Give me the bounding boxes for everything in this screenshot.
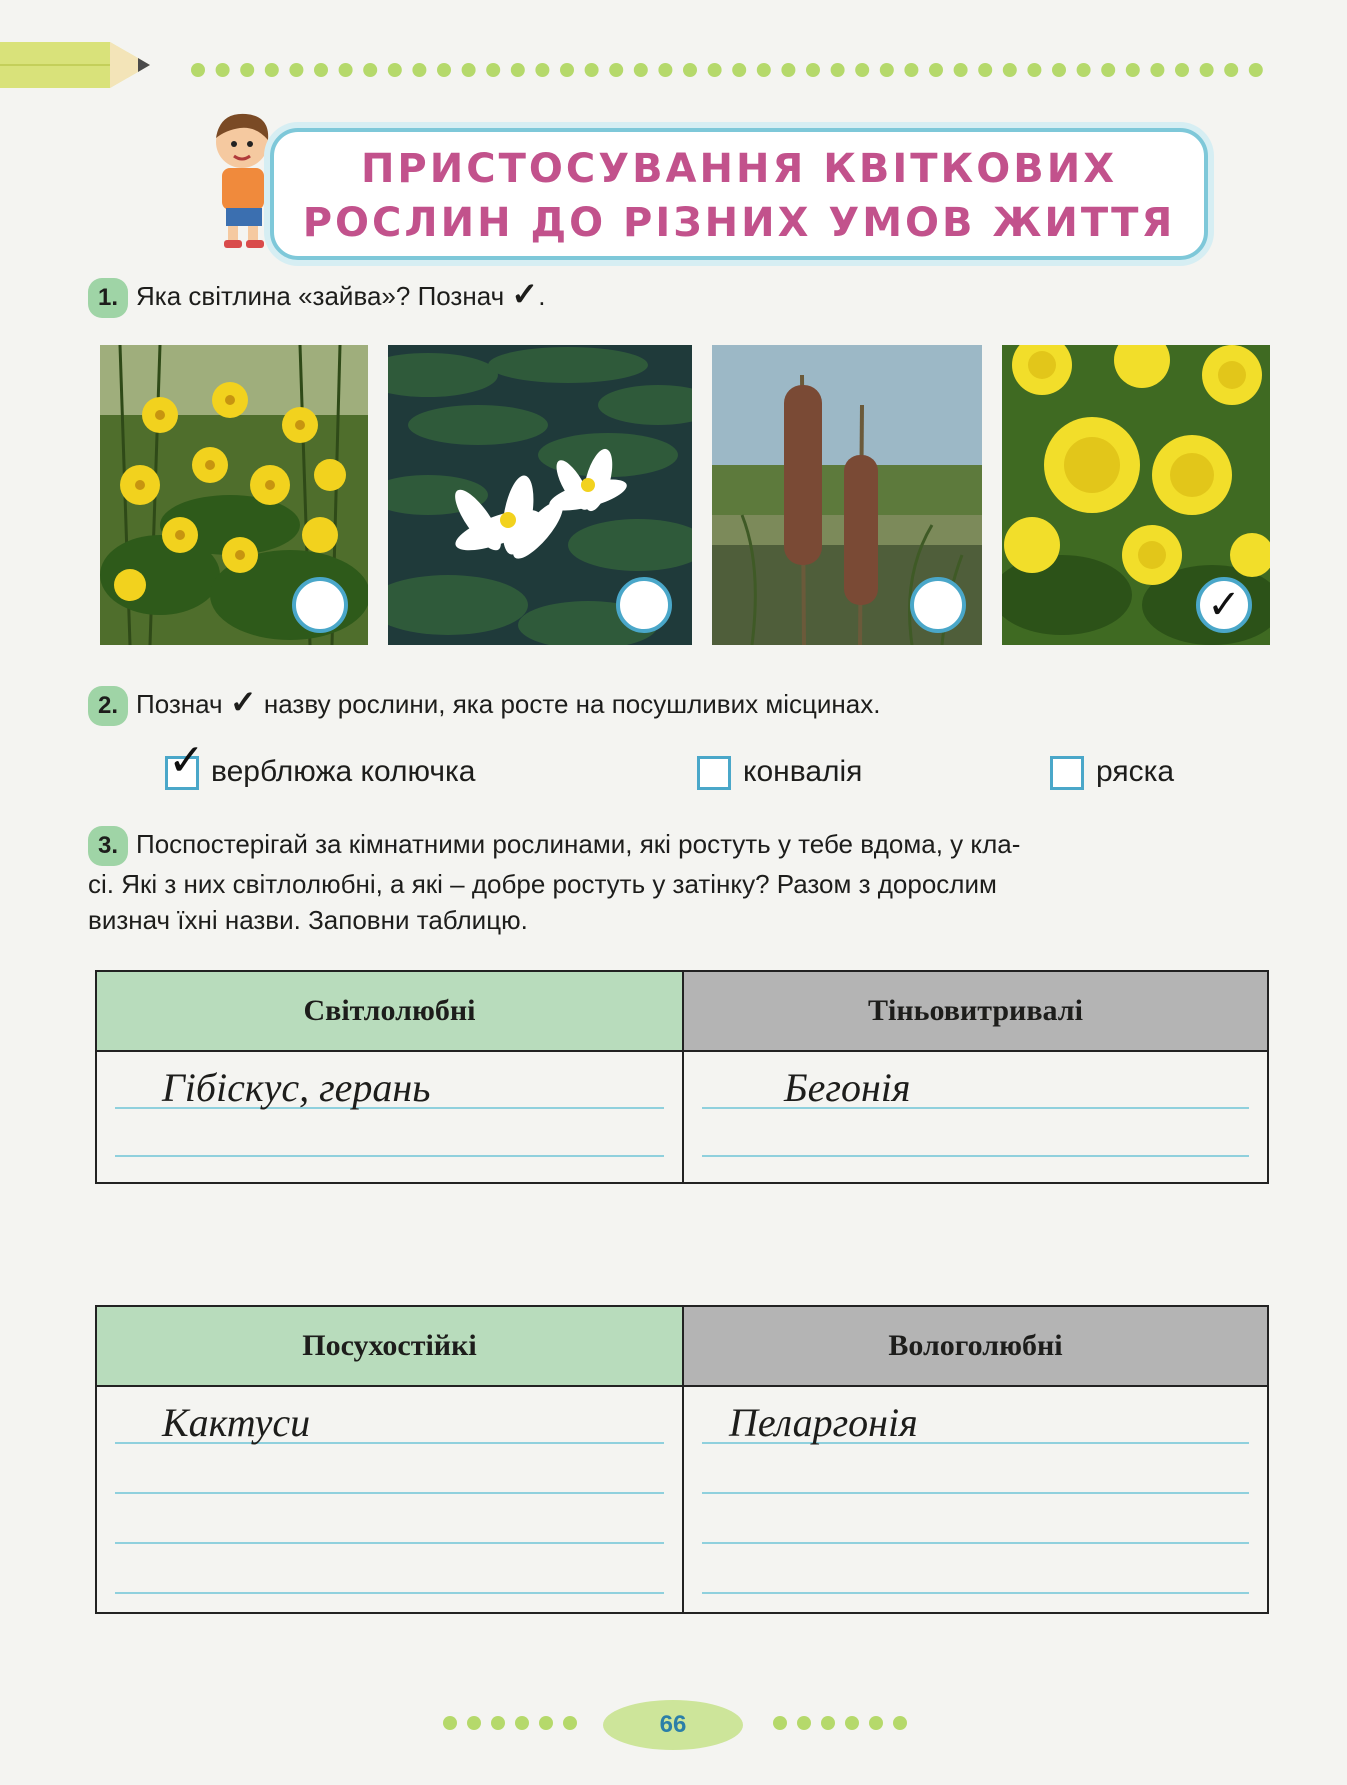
task-3-line-3: визнач їхні назви. Заповни таблицю. [88,905,528,935]
plants-table-bottom [95,1305,1269,1614]
option-label: конвалія [743,755,863,788]
task-number: 1. [88,278,128,318]
checkbox[interactable] [165,736,205,790]
decorative-dot [806,63,820,77]
decorative-dot-row [190,62,1280,78]
decorative-dot [781,63,795,77]
option-camel-thorn[interactable] [165,736,476,792]
check-mark-icon: ✓ [168,736,205,786]
decorative-dot [1027,63,1041,77]
decorative-dot [462,63,476,77]
checkbox[interactable] [1050,756,1084,790]
page-number: 66 [603,1700,743,1750]
column-light-loving [97,972,684,1182]
decorative-dot [1175,63,1189,77]
pencil-icon [0,30,160,100]
handwritten-answer[interactable]: Гібіскус, герань [162,1065,431,1110]
decorative-dot [757,63,771,77]
decorative-dot [467,1716,481,1730]
task-3-line-1: Поспостерігай за кімнатними рослинами, які ростуть у тебе вдома, у кла- [136,829,1021,859]
writing-line [702,1155,1249,1157]
decorative-dot [658,63,672,77]
decorative-dot [732,63,746,77]
handwritten-answer[interactable]: Кактуси [162,1400,311,1445]
decorative-dot [821,1716,835,1730]
decorative-dot [1003,63,1017,77]
answer-circle-photo-1[interactable] [292,577,348,633]
decorative-dot [443,1716,457,1730]
decorative-dot [216,63,230,77]
decorative-dot [773,1716,787,1730]
task-2-text-before: Познач [136,689,223,719]
plants-table-top [95,970,1269,1184]
writing-line [115,1492,664,1494]
decorative-dot [954,63,968,77]
column-header: Світлолюбні [97,972,682,1052]
task-2-prompt [88,684,880,726]
task-1-prompt [88,276,545,318]
photo-white-water-lily [388,345,692,645]
lesson-title-line-1: ПРИСТОСУВАННЯ КВІТКОВИХ [360,146,1118,192]
option-label: ряска [1096,755,1175,788]
answer-circle-photo-3[interactable] [910,577,966,633]
decorative-dot [486,63,500,77]
writing-line [702,1492,1249,1494]
decorative-dot [1101,63,1115,77]
column-moisture-loving [684,1307,1267,1612]
column-header: Тіньовитривалі [684,972,1267,1052]
decorative-dot [1077,63,1091,77]
lesson-title-line-2: РОСЛИН ДО РІЗНИХ УМОВ ЖИТТЯ [302,200,1176,246]
decorative-dot [1224,63,1238,77]
column-drought-resistant [97,1307,684,1612]
decorative-dot [240,63,254,77]
checkbox[interactable] [697,756,731,790]
decorative-dot [437,63,451,77]
option-lily-of-the-valley[interactable] [697,752,862,792]
task-1-end: . [538,281,546,311]
decorative-dot [339,63,353,77]
decorative-dot [797,1716,811,1730]
handwritten-answer[interactable]: Пеларгонія [729,1400,918,1445]
decorative-dot [978,63,992,77]
decorative-dot [869,1716,883,1730]
column-header: Посухостійкі [97,1307,682,1387]
photo-cattail [712,345,982,645]
check-mark-icon: ✓ [511,276,539,312]
writing-line [702,1592,1249,1594]
decorative-dot [265,63,279,77]
photo-yellow-marsh-flowers [100,345,368,645]
check-mark-icon: ✓ [1207,583,1241,627]
check-mark-icon: ✓ [229,684,257,720]
decorative-dot [634,63,648,77]
decorative-dot [535,63,549,77]
option-label: верблюжа колючка [211,755,476,788]
decorative-dot [388,63,402,77]
decorative-dot [845,1716,859,1730]
decorative-dot [289,63,303,77]
decorative-dot [412,63,426,77]
decorative-dot [609,63,623,77]
lesson-title-frame [270,128,1208,260]
task-3-prompt [88,826,1268,938]
option-duckweed[interactable] [1050,752,1174,792]
decorative-dot [855,63,869,77]
handwritten-answer[interactable]: Бегонія [784,1065,911,1110]
decorative-dot [539,1716,553,1730]
task-number: 2. [88,686,128,726]
decorative-dot [363,63,377,77]
decorative-dot [1052,63,1066,77]
decorative-dot [880,63,894,77]
decorative-dot [560,63,574,77]
decorative-dot [585,63,599,77]
column-header: Вологолюбні [684,1307,1267,1387]
photo-dandelions [1002,345,1270,645]
task-3-line-2: сі. Які з них світлолюбні, а які – добре ростуть у затінку? Разом з дорослим [88,869,997,899]
column-shade-tolerant [684,972,1267,1182]
decorative-dot [515,1716,529,1730]
decorative-dot [708,63,722,77]
writing-line [115,1592,664,1594]
decorative-dot [1126,63,1140,77]
decorative-dot [491,1716,505,1730]
writing-line [702,1542,1249,1544]
decorative-dot [1200,63,1214,77]
decorative-dot [683,63,697,77]
task-2-text-after: назву рослини, яка росте на посушливих місцинах. [263,689,881,719]
task-1-text: Яка світлина «зайва»? Познач [136,281,505,311]
answer-circle-photo-4[interactable] [1196,577,1252,633]
decorative-dot [893,1716,907,1730]
task-number: 3. [88,826,128,866]
writing-line [115,1155,664,1157]
writing-line [115,1542,664,1544]
decorative-dot [314,63,328,77]
decorative-dot [511,63,525,77]
decorative-dot [831,63,845,77]
decorative-dot [1249,63,1263,77]
decorative-dot [929,63,943,77]
answer-circle-photo-2[interactable] [616,577,672,633]
decorative-dot [191,63,205,77]
decorative-dot [1150,63,1164,77]
decorative-dot [904,63,918,77]
decorative-dot [563,1716,577,1730]
